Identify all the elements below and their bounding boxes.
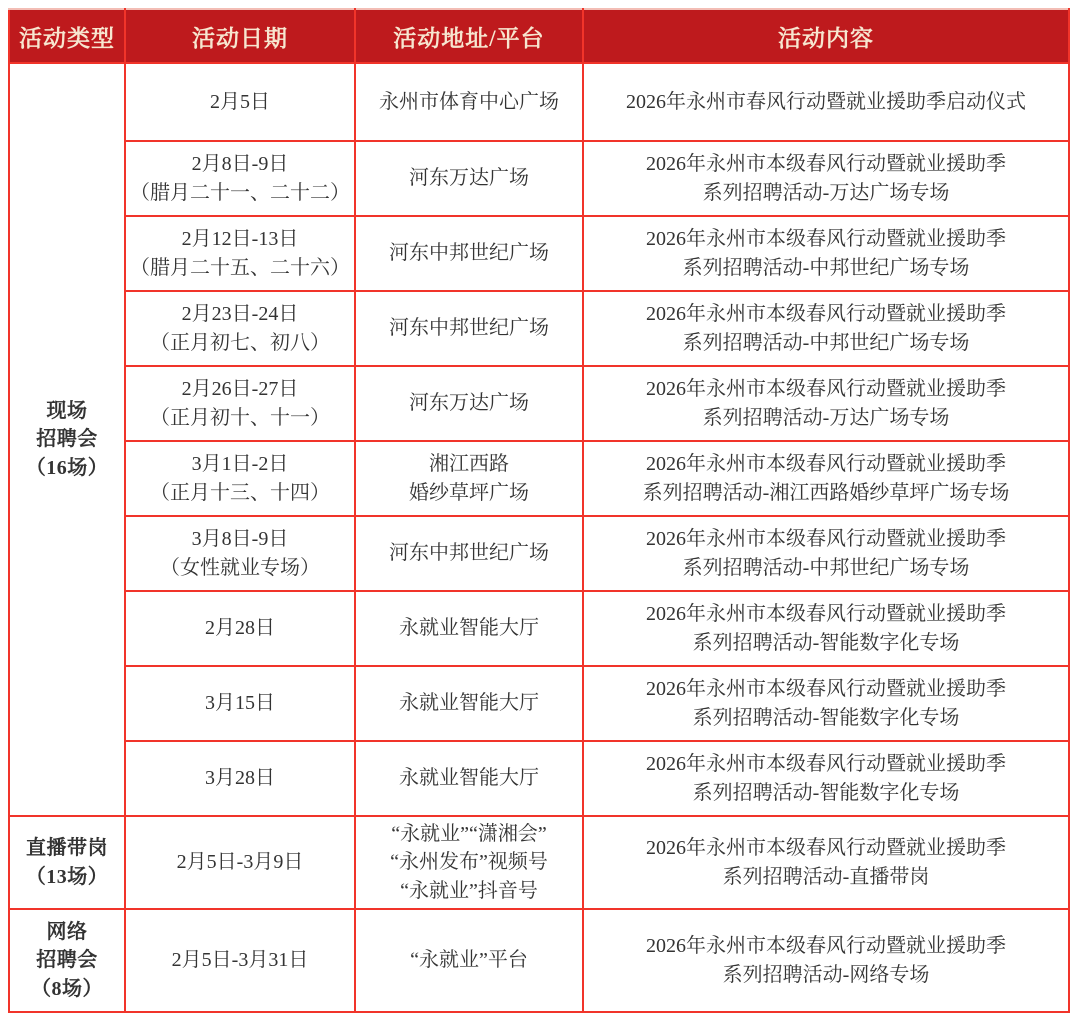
column-header-activity-type: 活动类型: [9, 9, 125, 63]
event-content-cell: [583, 666, 1069, 741]
column-header-activity-place-platform: 活动地址/平台: [355, 9, 583, 63]
event-place-cell: [355, 591, 583, 666]
header-row: [9, 9, 1069, 63]
text-line-place: 永就业智能大厅: [399, 767, 539, 790]
event-place-cell: [355, 291, 583, 366]
text-line-date: （腊月二十一、二十二）: [130, 181, 350, 204]
text-line-place: 永州市体育中心广场: [379, 90, 559, 113]
event-date-cell: [125, 666, 355, 741]
text-line-place: “永州发布”视频号: [390, 851, 548, 874]
text-line-type: 招聘会: [36, 428, 98, 451]
text-line-date: 2月5日-3月31日: [171, 949, 309, 972]
event-date-cell: [125, 741, 355, 816]
text-line-place: 河东万达广场: [409, 167, 529, 190]
text-line-date: 3月28日: [205, 767, 275, 790]
event-place-cell: [355, 63, 583, 141]
event-place-cell: [355, 909, 583, 1012]
event-place-cell: [355, 216, 583, 291]
table-row: [9, 216, 1069, 291]
text-line-content: 2026年永州市本级春风行动暨就业援助季: [646, 603, 1006, 626]
text-line-content: 系列招聘活动-智能数字化专场: [692, 781, 960, 804]
text-line-date: 3月8日-9日: [191, 528, 289, 551]
table-row: [9, 741, 1069, 816]
event-content-cell: [583, 291, 1069, 366]
text-line-place: 婚纱草坪广场: [409, 481, 529, 504]
text-line-date: 2月5日: [210, 90, 270, 113]
text-line-place: 永就业智能大厅: [399, 692, 539, 715]
text-line-content: 2026年永州市本级春风行动暨就业援助季: [646, 453, 1006, 476]
table-row: [9, 516, 1069, 591]
text-line-place: “永就业”抖音号: [400, 879, 538, 902]
table-row: [9, 666, 1069, 741]
table-row: [9, 591, 1069, 666]
text-line-content: 系列招聘活动-中邦世纪广场专场: [682, 256, 970, 279]
event-type-cell-0: [9, 63, 125, 816]
table-row: [9, 141, 1069, 216]
text-line-date: 2月5日-3月9日: [176, 851, 304, 874]
event-date-cell: [125, 591, 355, 666]
text-line-place: 河东中邦世纪广场: [389, 542, 549, 565]
text-line-date: （正月初十、十一）: [150, 406, 330, 429]
event-content-cell: [583, 441, 1069, 516]
event-content-cell: [583, 816, 1069, 909]
text-line-date: （正月十三、十四）: [150, 481, 330, 504]
text-line-content: 系列招聘活动-网络专场: [722, 963, 930, 986]
event-date-cell: [125, 909, 355, 1012]
event-content-cell: [583, 591, 1069, 666]
text-line-type: 网络: [46, 920, 88, 943]
table-row: [9, 366, 1069, 441]
event-content-cell: [583, 141, 1069, 216]
text-line-type: 现场: [46, 399, 88, 422]
column-header-activity-content: 活动内容: [583, 9, 1069, 63]
text-line-type: （8场）: [31, 977, 103, 1000]
table-body: [9, 63, 1069, 1012]
text-line-content: 系列招聘活动-中邦世纪广场专场: [682, 556, 970, 579]
text-line-content: 系列招聘活动-智能数字化专场: [692, 631, 960, 654]
text-line-content: 2026年永州市本级春风行动暨就业援助季: [646, 378, 1006, 401]
text-line-content: 2026年永州市本级春风行动暨就业援助季: [646, 528, 1006, 551]
event-date-cell: [125, 216, 355, 291]
text-line-content: 系列招聘活动-万达广场专场: [702, 181, 950, 204]
table-row: [9, 63, 1069, 141]
text-line-place: 河东中邦世纪广场: [389, 317, 549, 340]
event-schedule-table: [8, 8, 1070, 1013]
text-line-place: “永就业”“潇湘会”: [391, 822, 547, 845]
event-date-cell: [125, 366, 355, 441]
text-line-date: 3月15日: [205, 692, 275, 715]
event-date-cell: [125, 441, 355, 516]
event-place-cell: [355, 741, 583, 816]
event-place-cell: [355, 441, 583, 516]
event-content-cell: [583, 741, 1069, 816]
event-content-cell: [583, 63, 1069, 141]
text-line-content: 2026年永州市本级春风行动暨就业援助季: [646, 228, 1006, 251]
event-place-cell: [355, 816, 583, 909]
event-type-cell-2: [9, 909, 125, 1012]
table-row: [9, 909, 1069, 1012]
text-line-content: 系列招聘活动-湘江西路婚纱草坪广场专场: [642, 481, 1010, 504]
table-row: [9, 291, 1069, 366]
event-date-cell: [125, 516, 355, 591]
text-line-content: 2026年永州市春风行动暨就业援助季启动仪式: [626, 90, 1026, 113]
text-line-content: 系列招聘活动-万达广场专场: [702, 406, 950, 429]
text-line-date: 2月12日-13日: [181, 228, 299, 251]
text-line-content: 系列招聘活动-中邦世纪广场专场: [682, 331, 970, 354]
column-header-activity-date: 活动日期: [125, 9, 355, 63]
event-content-cell: [583, 909, 1069, 1012]
text-line-type: 招聘会: [36, 949, 98, 972]
text-line-content: 2026年永州市本级春风行动暨就业援助季: [646, 678, 1006, 701]
text-line-place: 河东万达广场: [409, 392, 529, 415]
text-line-date: 2月23日-24日: [181, 303, 299, 326]
event-content-cell: [583, 216, 1069, 291]
text-line-place: 河东中邦世纪广场: [389, 242, 549, 265]
table-header: [9, 9, 1069, 63]
event-place-cell: [355, 666, 583, 741]
text-line-content: 系列招聘活动-智能数字化专场: [692, 706, 960, 729]
event-date-cell: [125, 63, 355, 141]
text-line-content: 2026年永州市本级春风行动暨就业援助季: [646, 837, 1006, 860]
event-place-cell: [355, 366, 583, 441]
event-place-cell: [355, 516, 583, 591]
text-line-date: 2月26日-27日: [181, 378, 299, 401]
text-line-place: 湘江西路: [429, 453, 509, 476]
text-line-content: 2026年永州市本级春风行动暨就业援助季: [646, 153, 1006, 176]
text-line-date: （腊月二十五、二十六）: [130, 256, 350, 279]
table-row: [9, 816, 1069, 909]
text-line-date: （正月初七、初八）: [150, 331, 330, 354]
text-line-content: 2026年永州市本级春风行动暨就业援助季: [646, 303, 1006, 326]
text-line-date: 2月8日-9日: [191, 153, 289, 176]
text-line-date: 3月1日-2日: [191, 453, 289, 476]
text-line-content: 系列招聘活动-直播带岗: [722, 865, 930, 888]
event-place-cell: [355, 141, 583, 216]
text-line-type: （16场）: [25, 456, 109, 479]
event-date-cell: [125, 816, 355, 909]
text-line-type: 直播带岗: [26, 837, 108, 860]
text-line-place: 永就业智能大厅: [399, 617, 539, 640]
table-row: [9, 441, 1069, 516]
text-line-place: “永就业”平台: [410, 949, 528, 972]
text-line-content: 2026年永州市本级春风行动暨就业援助季: [646, 935, 1006, 958]
event-content-cell: [583, 516, 1069, 591]
event-type-cell-1: [9, 816, 125, 909]
text-line-date: 2月28日: [205, 617, 275, 640]
text-line-date: （女性就业专场）: [160, 556, 320, 579]
event-date-cell: [125, 141, 355, 216]
event-date-cell: [125, 291, 355, 366]
text-line-content: 2026年永州市本级春风行动暨就业援助季: [646, 753, 1006, 776]
event-content-cell: [583, 366, 1069, 441]
text-line-type: （13场）: [25, 865, 109, 888]
